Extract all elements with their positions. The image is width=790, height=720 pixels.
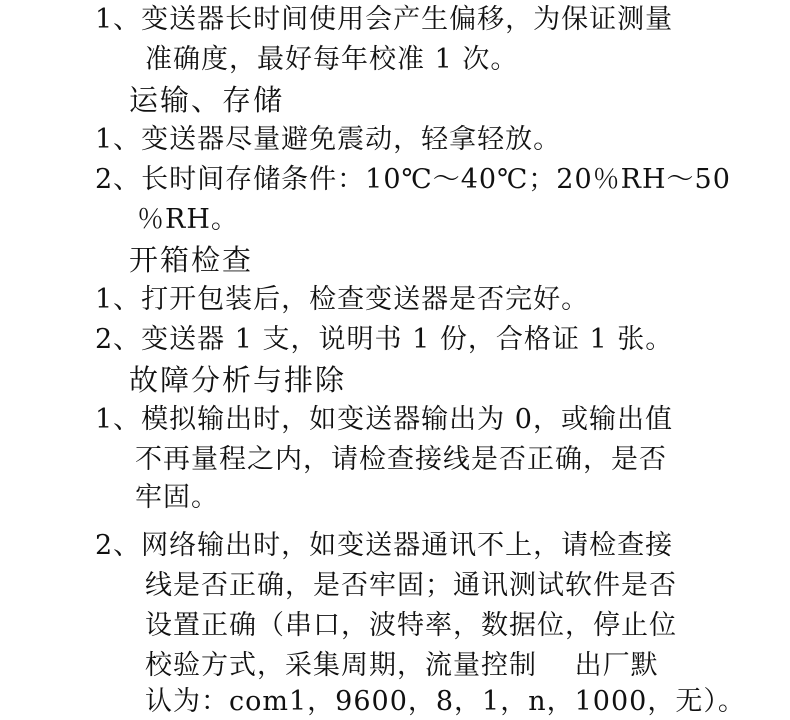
troubleshooting-item-2-line-3: 设置正确（串口，波特率，数据位，停止位: [145, 610, 677, 641]
section-heading-transport-storage: 运输、存储: [129, 83, 285, 117]
troubleshooting-item-2-line-5: 认为：com1，9600，8，1，n，1000，无）。: [145, 686, 746, 717]
maintenance-item-1-line-2: 准确度，最好每年校准 1 次。: [145, 44, 519, 75]
troubleshooting-item-2-line-4: 校验方式，采集周期，流量控制 出厂默: [145, 650, 659, 681]
unboxing-item-2: 2、变送器 1 支，说明书 1 份，合格证 1 张。: [95, 324, 674, 355]
transport-item-2-line-1: 2、长时间存储条件：10℃～40℃；20％RH～50: [95, 164, 731, 195]
section-heading-unboxing: 开箱检查: [129, 243, 254, 277]
troubleshooting-item-2-line-1: 2、网络输出时，如变送器通讯不上，请检查接: [95, 530, 674, 561]
troubleshooting-item-1-line-1: 1、模拟输出时，如变送器输出为 0，或输出值: [95, 404, 673, 435]
transport-item-2-line-2: ％RH。: [137, 204, 239, 235]
section-heading-troubleshooting: 故障分析与排除: [129, 363, 347, 397]
transport-item-1: 1、变送器尽量避免震动，轻拿轻放。: [95, 124, 562, 155]
troubleshooting-item-1-line-3: 牢固。: [135, 482, 219, 513]
troubleshooting-item-1-line-2: 不再量程之内，请检查接线是否正确，是否: [135, 444, 667, 475]
unboxing-item-1: 1、打开包装后，检查变送器是否完好。: [95, 284, 590, 315]
troubleshooting-item-2-line-2: 线是否正确，是否牢固；通讯测试软件是否: [145, 570, 677, 601]
maintenance-item-1-line-1: 1、变送器长时间使用会产生偏移，为保证测量: [95, 4, 674, 35]
